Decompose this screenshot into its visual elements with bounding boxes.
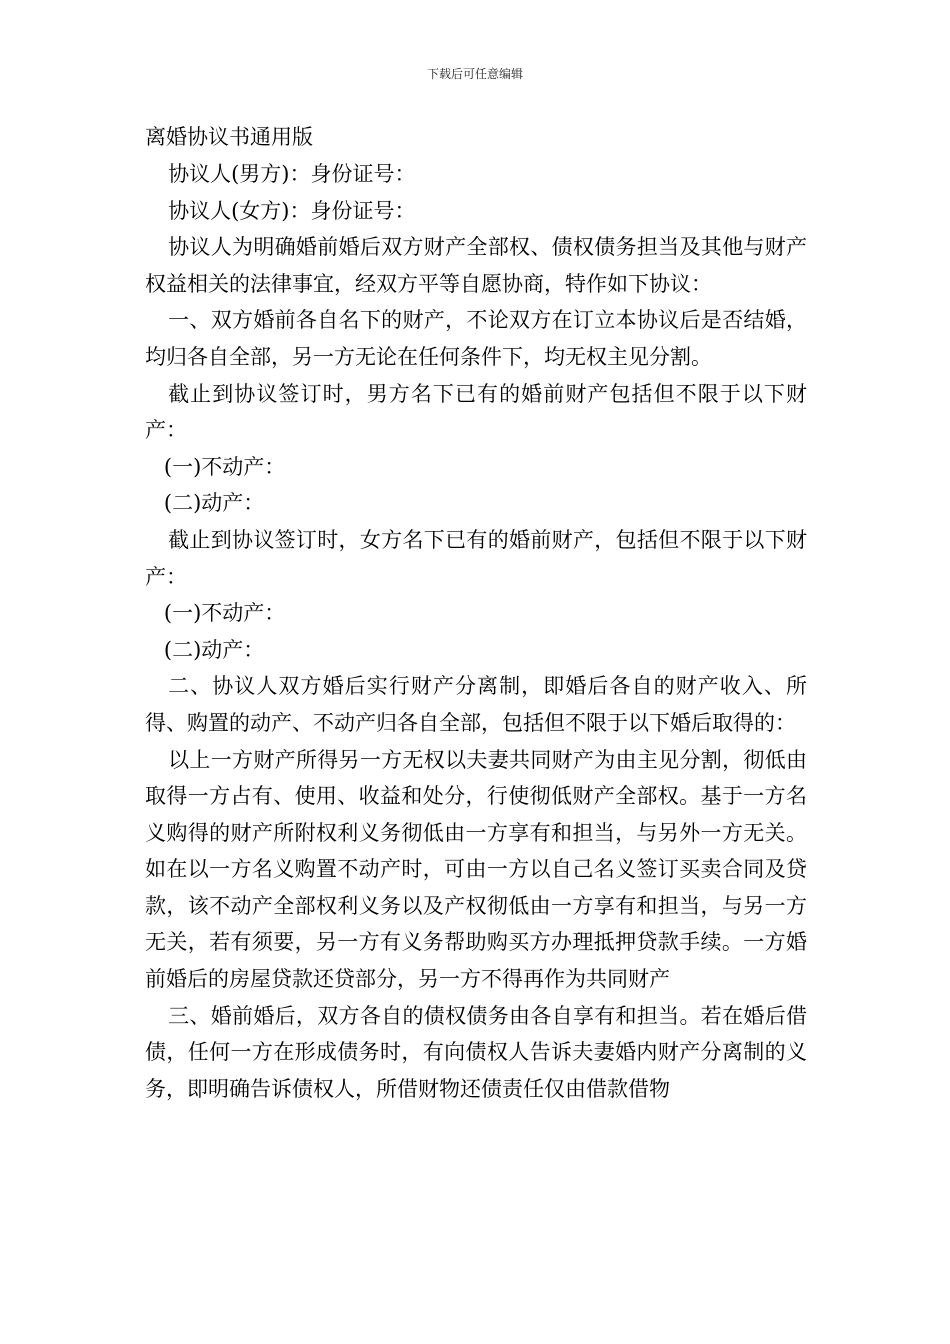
female-premarital-assets-paragraph: 截止到协议签订时，女方名下已有的婚前财产，包括但不限于以下财产：: [145, 527, 807, 589]
party-female-line: 协议人(女方)：身份证号：: [168, 198, 416, 223]
preamble-paragraph: 协议人为明确婚前婚后双方财产全部权、债权债务担当及其他与财产权益相关的法律事宜，经双方平等自愿协商，特作如下协议：: [145, 235, 807, 296]
clause-three-paragraph: 三、婚前婚后，双方各自的债权债务由各自享有和担当。若在婚后借债，任何一方在形成债务时，有向债权人告诉夫妻婚内财产分离制的义务，即明确告诉债权人，所借财物还债责任仅由借款借物: [145, 1003, 807, 1101]
female-movable-property-item: (二)动产：: [163, 637, 265, 662]
party-male-line: 协议人(男方)：身份证号：: [168, 162, 416, 186]
male-movable-property-item: (二)动产：: [163, 491, 265, 516]
document-title: 离婚协议书通用版: [145, 125, 313, 149]
document-body: [145, 118, 807, 1107]
header-note: 下载后可任意编辑: [426, 67, 523, 81]
female-real-estate-item: (一)不动产：: [163, 601, 286, 626]
clause-two-paragraph: 二、协议人双方婚后实行财产分离制，即婚后各自的财产收入、所得、购置的动产、不动产归各自全部，包括但不限于以下婚后取得的：: [145, 674, 807, 735]
male-premarital-assets-paragraph: 截止到协议签订时，男方名下已有的婚前财产包括但不限于以下财产：: [145, 381, 807, 443]
clause-one-paragraph: 一、双方婚前各自名下的财产，不论双方在订立本协议后是否结婚，均归各自全部，另一方无论在任何条件下，均无权主见分割。: [145, 308, 807, 369]
separate-property-paragraph: 以上一方财产所得另一方无权以夫妻共同财产为由主见分割，彻低由取得一方占有、使用、收益和处分，行使彻低财产全部权。基于一方名义购得的财产所附权利义务彻低由一方享有和担当，与另外一方无关。如在以一方名义购置不动产时，可由一方以自己名义签订买卖合同及贷款，该不动产全部权利义务以及产权彻低由一方享有和担当，与另一方无关，若有须要，另一方有义务帮助购买方办理抵押贷款手续。一方婚前婚后的房屋贷款还贷部分，另一方不得再作为共同财产: [145, 747, 807, 992]
male-real-estate-item: (一)不动产：: [163, 454, 286, 479]
